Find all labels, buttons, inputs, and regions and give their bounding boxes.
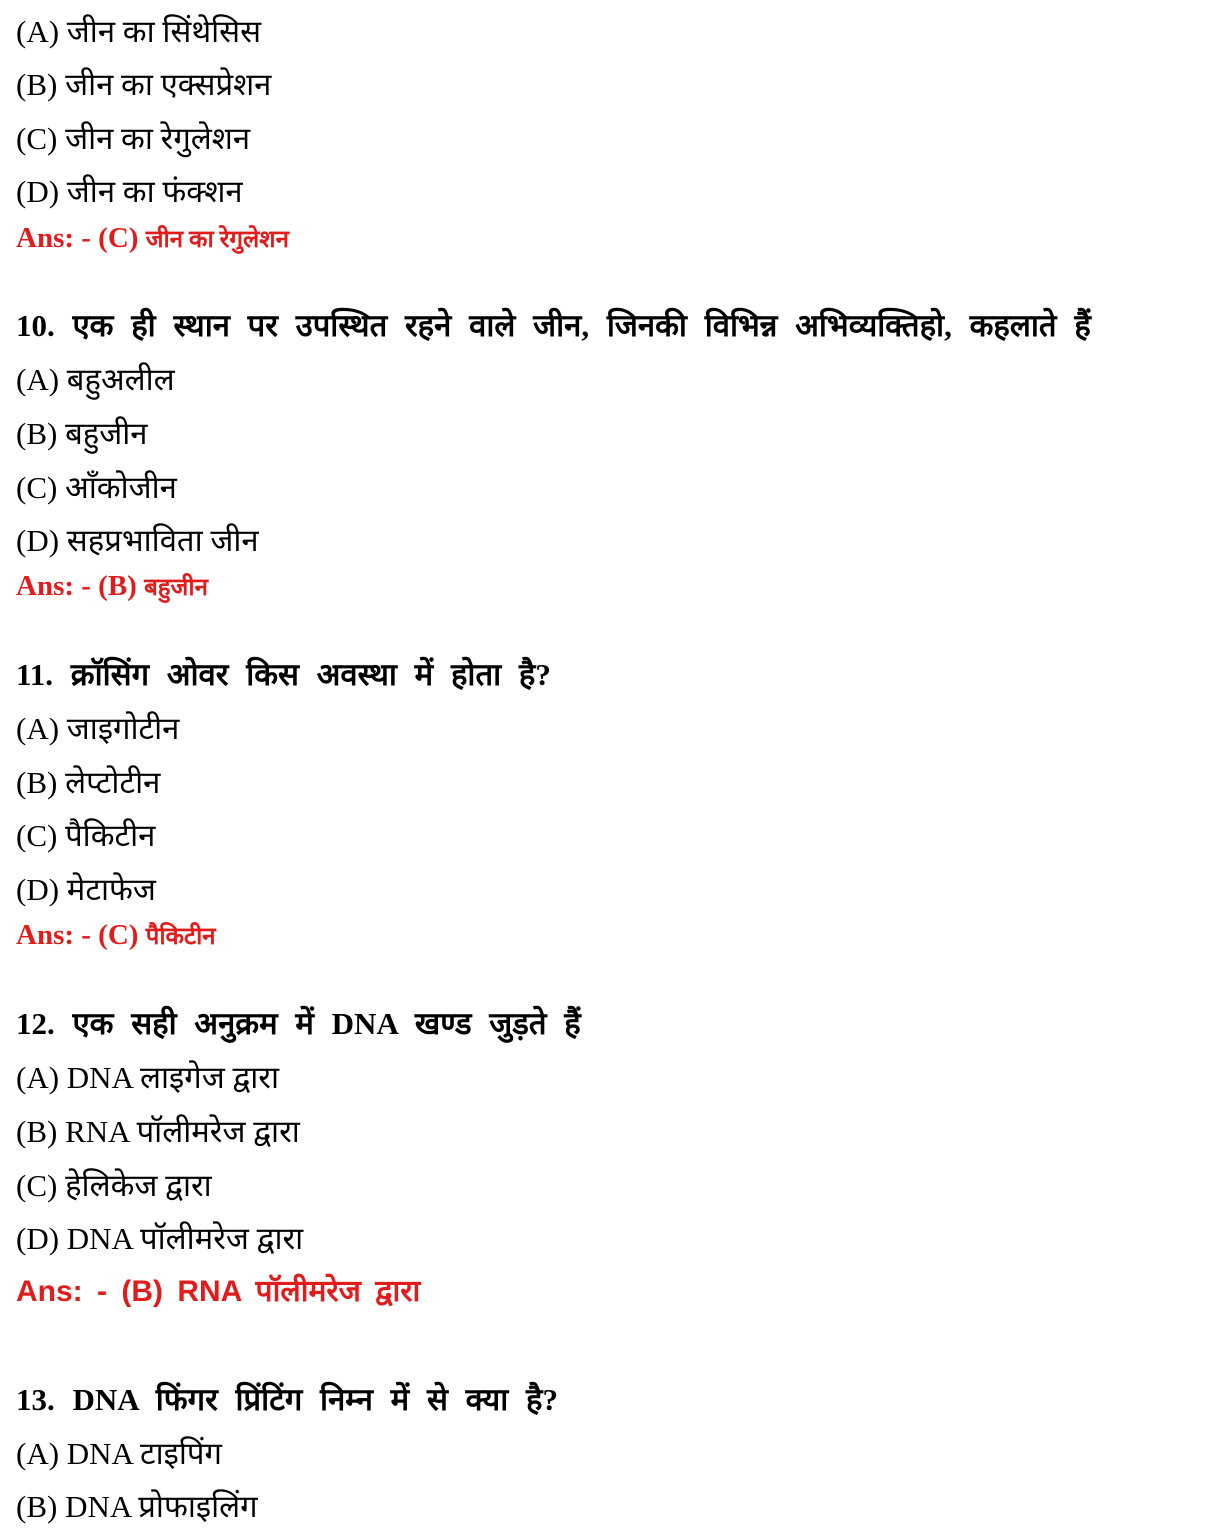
q11-question: 11. क्रॉसिंग ओवर किस अवस्था में होता है?: [16, 657, 551, 692]
q9-option-b: (B) जीन का एक्सप्रेशन: [16, 67, 272, 102]
q12-option-a: (A) DNA लाइगेज द्वारा: [16, 1060, 280, 1095]
answer-label: Ans: - (B): [16, 1275, 163, 1308]
q12-question: 12. एक सही अनुक्रम में DNA खण्ड जुड़ते हैं: [16, 1006, 581, 1041]
q10-option-a: (A) बहुअलील: [16, 362, 175, 397]
q9-option-c: (C) जीन का रेगुलेशन: [16, 121, 251, 156]
q10-answer: [16, 566, 208, 606]
q11-answer: [16, 915, 216, 955]
q11-option-b: (B) लेप्टोटीन: [16, 765, 161, 800]
answer-label: Ans: - (C): [16, 919, 139, 951]
q9-answer: [16, 218, 289, 258]
q13-option-b: (B) DNA प्रोफाइलिंग: [16, 1489, 258, 1524]
q11-option-d: (D) मेटाफेज: [16, 872, 156, 907]
q10-option-b: (B) बहुजीन: [16, 416, 148, 451]
q10-question: 10. एक ही स्थान पर उपस्थित रहने वाले जीन, जिनकी विभिन्न अभिव्यक्तिहो, कहलाते हैं: [16, 308, 1091, 343]
q10-option-d: (D) सहप्रभाविता जीन: [16, 523, 259, 558]
answer-text: बहुजीन: [144, 575, 208, 601]
q12-answer: [16, 1272, 420, 1312]
answer-label: Ans: - (B): [16, 570, 137, 602]
q9-option-d: (D) जीन का फंक्शन: [16, 174, 243, 209]
answer-text: पैकिटीन: [145, 924, 216, 950]
q13-option-a: (A) DNA टाइपिंग: [16, 1436, 222, 1471]
q12-option-c: (C) हेलिकेज द्वारा: [16, 1168, 212, 1203]
q12-option-d: (D) DNA पॉलीमरेज द्वारा: [16, 1221, 304, 1256]
answer-label: Ans: - (C): [16, 222, 139, 254]
answer-text: RNA पॉलीमरेज द्वारा: [177, 1275, 421, 1308]
q13-question: 13. DNA फिंगर प्रिंटिंग निम्न में से क्या है?: [16, 1382, 558, 1417]
q11-option-a: (A) जाइगोटीन: [16, 711, 180, 746]
q11-option-c: (C) पैकिटीन: [16, 818, 156, 853]
q9-option-a: (A) जीन का सिंथेसिस: [16, 14, 262, 49]
answer-text: जीन का रेगुलेशन: [145, 227, 289, 253]
q12-option-b: (B) RNA पॉलीमरेज द्वारा: [16, 1114, 300, 1149]
q10-option-c: (C) ऑंकोजीन: [16, 470, 177, 505]
